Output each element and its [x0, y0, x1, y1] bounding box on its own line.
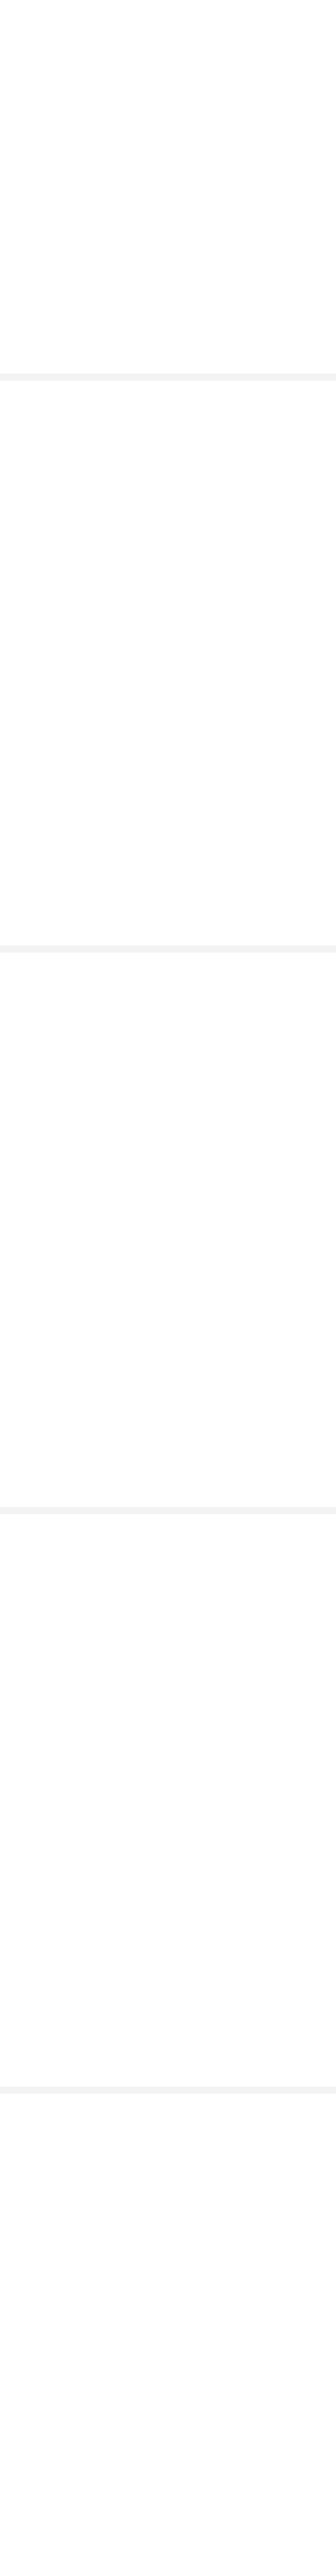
- document-title: [57, 25, 279, 37]
- page-separator: [0, 2087, 336, 2094]
- paragraph: [57, 1837, 279, 1844]
- page-body: [57, 549, 279, 563]
- paragraph: [57, 1342, 279, 1349]
- paragraph: [57, 1357, 279, 1364]
- paragraph: [57, 1552, 279, 1560]
- page-body: [57, 641, 279, 656]
- paragraph: [57, 976, 279, 984]
- page-body: [57, 2391, 279, 2427]
- subsection-heading: [57, 626, 279, 633]
- paragraph: [57, 1815, 279, 1822]
- paragraph: [57, 1538, 279, 1545]
- paragraph: [57, 1545, 279, 1552]
- paragraph: [57, 99, 279, 106]
- paragraph: [57, 1349, 279, 1357]
- page-body: [57, 744, 279, 752]
- paragraph: [57, 2125, 279, 2132]
- paragraph: [57, 649, 279, 656]
- paragraph: [57, 998, 279, 1005]
- paragraph: [57, 2419, 279, 2427]
- paragraph: [57, 2117, 279, 2125]
- paragraph: [57, 2405, 279, 2412]
- paragraph: [57, 404, 279, 412]
- page-footer: [0, 347, 336, 353]
- paragraph: [57, 549, 279, 556]
- page-body: [57, 1342, 279, 1364]
- page-body: [57, 77, 279, 106]
- paragraph: [57, 827, 279, 834]
- page-5: [0, 2087, 336, 2576]
- paragraph: [57, 2412, 279, 2419]
- page-body: [57, 2117, 279, 2154]
- subsection-heading: [57, 1327, 279, 1334]
- paragraph: [57, 92, 279, 99]
- subsection-heading: [57, 1785, 279, 1792]
- page-body: [57, 404, 279, 419]
- paragraph: [57, 2391, 279, 2398]
- paragraph: [57, 1203, 279, 1210]
- paragraph: [57, 641, 279, 649]
- paragraph: [57, 77, 279, 84]
- paragraph: [57, 991, 279, 998]
- page-body: [57, 1203, 279, 1225]
- page-footer: [0, 1480, 336, 1486]
- page-body: [57, 1801, 279, 1844]
- document-byline: [57, 48, 279, 55]
- page-2: [0, 374, 336, 945]
- page-3: [0, 945, 336, 1507]
- page-4: [0, 1507, 336, 2087]
- subsection-heading: [57, 533, 279, 540]
- section-heading: [57, 811, 279, 819]
- section-heading: [57, 1188, 279, 1195]
- page-footer: [0, 919, 336, 925]
- paragraph: [57, 412, 279, 419]
- paragraph: [57, 1822, 279, 1829]
- document-author: [57, 57, 279, 63]
- paragraph: [57, 2132, 279, 2139]
- paragraph: [57, 1808, 279, 1815]
- page-body: [57, 1538, 279, 1567]
- paragraph: [57, 84, 279, 92]
- paragraph: [57, 1217, 279, 1225]
- paragraph: [57, 1210, 279, 1217]
- page-separator: [0, 945, 336, 953]
- paragraph: [57, 556, 279, 563]
- section-heading: [57, 502, 279, 510]
- subsection-heading: [57, 729, 279, 736]
- paragraph: [57, 2146, 279, 2154]
- paragraph: [57, 1829, 279, 1837]
- paragraph: [57, 984, 279, 991]
- page-separator: [0, 1507, 336, 1514]
- paragraph: [57, 744, 279, 752]
- paragraph: [57, 1801, 279, 1808]
- paragraph: [57, 1560, 279, 1567]
- paragraph: [57, 2398, 279, 2405]
- page-body: [57, 976, 279, 1005]
- page-separator: [0, 374, 336, 381]
- page-1: [0, 0, 336, 374]
- subsection-heading: [57, 2375, 279, 2382]
- page-body: [57, 827, 279, 834]
- page-footer: [0, 2060, 336, 2066]
- paragraph: [57, 2139, 279, 2146]
